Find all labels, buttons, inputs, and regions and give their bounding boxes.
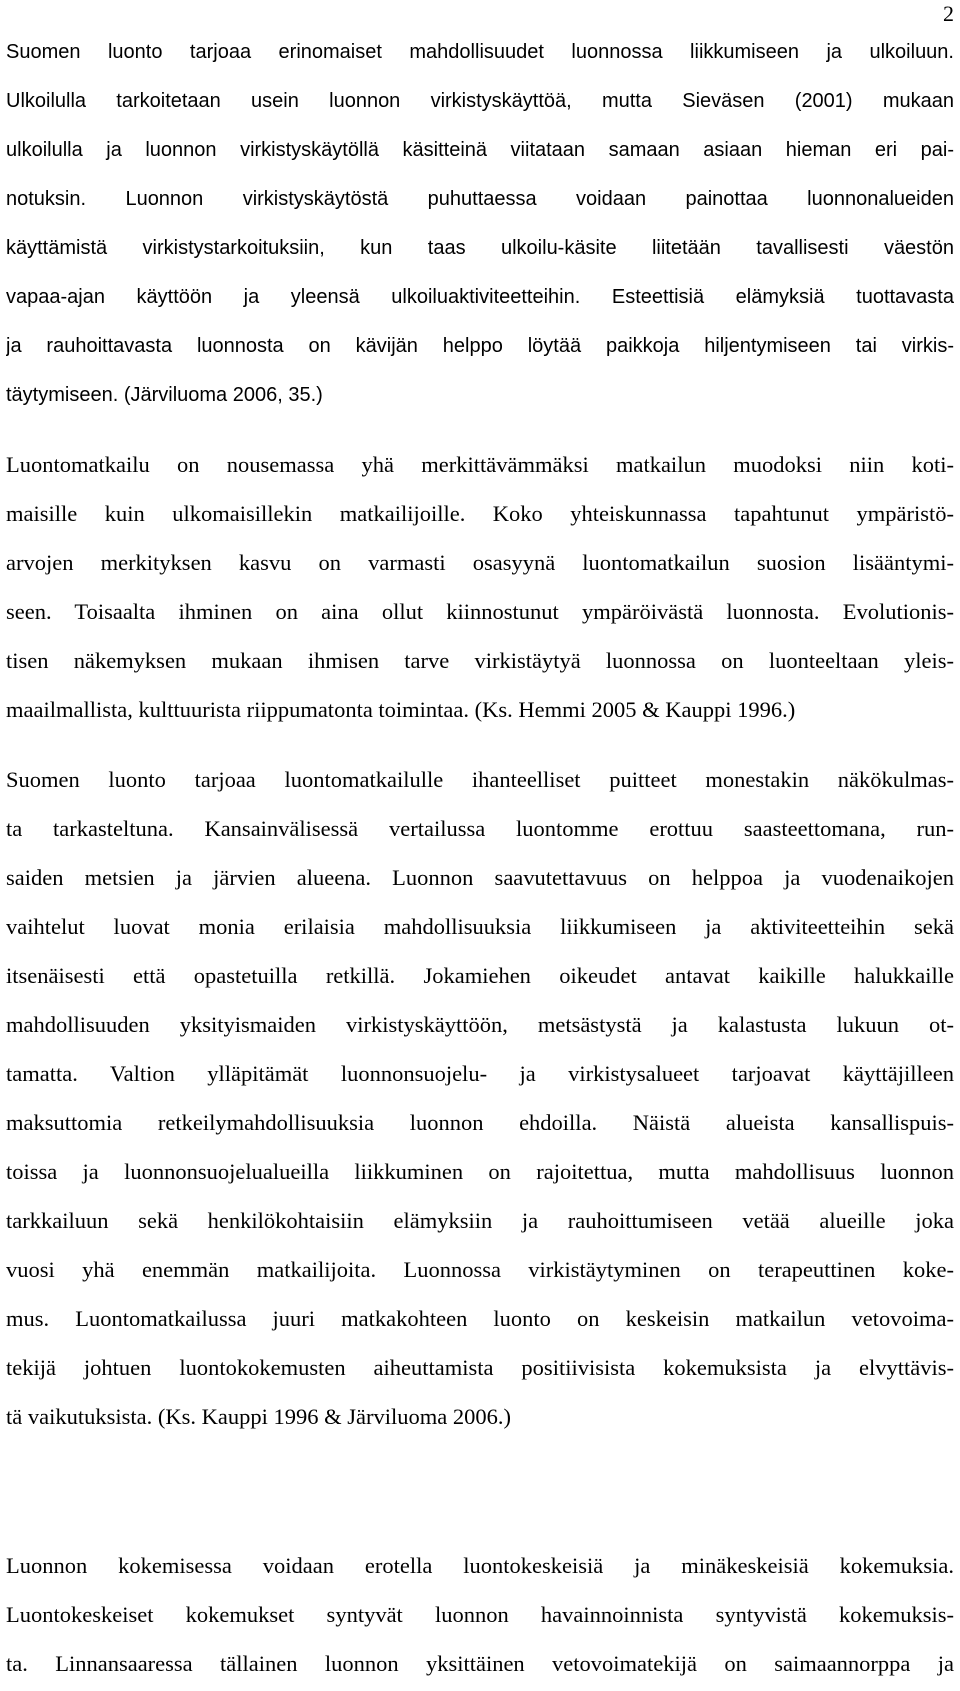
page-number: 2 <box>943 1 954 26</box>
text-line: tamatta. Valtion ylläpitämät luonnonsuojelu- ja virkistysalueet tarjoavat käyttäjilleen <box>6 1061 954 1086</box>
text-line: Luontomatkailu on nousemassa yhä merkittävämmäksi matkailun muodoksi niin koti- <box>6 452 954 477</box>
text-line: ta tarkasteltuna. Kansainvälisessä vertailussa luontomme erottuu saasteettomana, run- <box>6 816 954 841</box>
text-line: ta. Linnansaaressa tällainen luonnon yksittäinen vetovoimatekijä on saimaannorppa ja <box>6 1651 954 1676</box>
text-line: käyttämistä virkistystarkoituksiin, kun taas ulkoilu-käsite liitetään tavallisesti väestön <box>6 237 954 259</box>
text-line: seen. Toisaalta ihminen on aina ollut kiinnostunut ympäröivästä luonnosta. Evolutionis- <box>6 599 954 624</box>
text-line: notuksin. Luonnon virkistyskäytöstä puhuttaessa voidaan painottaa luonnonalueiden <box>6 188 954 210</box>
text-line: mahdollisuuden yksityismaiden virkistyskäyttöön, metsästystä ja kalastusta lukuun ot- <box>6 1012 954 1037</box>
text-line: Ulkoilulla tarkoitetaan usein luonnon virkistyskäyttöä, mutta Sieväsen (2001) mukaan <box>6 90 954 112</box>
text-line: maksuttomia retkeilymahdollisuuksia luonnon ehdoilla. Näistä alueista kansallispuis- <box>6 1110 954 1135</box>
text-line: Luontokeskeiset kokemukset syntyvät luonnon havainnoinnista syntyvistä kokemuksis- <box>6 1602 954 1627</box>
text-line: tä vaikutuksista. (Ks. Kauppi 1996 & Järviluoma 2006.) <box>6 1404 511 1429</box>
text-line: maailmallista, kulttuurista riippumatonta toimintaa. (Ks. Hemmi 2005 & Kauppi 1996.) <box>6 697 796 722</box>
text-line: ulkoilulla ja luonnon virkistyskäytöllä käsitteinä viitataan samaan asiaan hieman eri pai- <box>6 139 954 161</box>
text-line: maisille kuin ulkomaisillekin matkailijoille. Koko yhteiskunnassa tapahtunut ympäristö- <box>6 501 954 526</box>
text-line: Suomen luonto tarjoaa luontomatkailulle ihanteelliset puitteet monestakin näkökulmas- <box>6 767 954 792</box>
text-line: mus. Luontomatkailussa juuri matkakohteen luonto on keskeisin matkailun vetovoima- <box>6 1306 954 1331</box>
text-line: itsenäisesti että opastetuilla retkillä. Jokamiehen oikeudet antavat kaikille halukkaille <box>6 963 954 988</box>
text-line: tarkkailuun sekä henkilökohtaisiin elämyksiin ja rauhoittumiseen vetää alueille joka <box>6 1208 954 1233</box>
text-line: toissa ja luonnonsuojelualueilla liikkuminen on rajoitettua, mutta mahdollisuus luonnon <box>6 1159 954 1184</box>
text-line: arvojen merkityksen kasvu on varmasti osasyynä luontomatkailun suosion lisääntymi- <box>6 550 954 575</box>
text-line: Luonnon kokemisessa voidaan erotella luontokeskeisiä ja minäkeskeisiä kokemuksia. <box>6 1553 954 1578</box>
text-line: Suomen luonto tarjoaa erinomaiset mahdollisuudet luonnossa liikkumiseen ja ulkoiluun. <box>6 41 954 63</box>
text-line: saiden metsien ja järvien alueena. Luonnon saavutettavuus on helppoa ja vuodenaikojen <box>6 865 954 890</box>
text-line: vaihtelut luovat monia erilaisia mahdollisuuksia liikkumiseen ja aktiviteetteihin sekä <box>6 914 954 939</box>
text-line: vapaa-ajan käyttöön ja yleensä ulkoiluaktiviteetteihin. Esteettisiä elämyksiä tuottavasta <box>6 286 954 308</box>
text-line: tisen näkemyksen mukaan ihmisen tarve virkistäytyä luonnossa on luonteeltaan yleis- <box>6 648 954 673</box>
text-line: ja rauhoittavasta luonnosta on kävijän helppo löytää paikkoja hiljentymiseen tai virkis- <box>6 335 954 357</box>
text-line: tekijä johtuen luontokokemusten aiheuttamista positiivisista kokemuksista ja elvyttävis- <box>6 1355 954 1380</box>
text-line: vuosi yhä enemmän matkailijoita. Luonnossa virkistäytyminen on terapeuttinen koke- <box>6 1257 954 1282</box>
text-line: täytymiseen. (Järviluoma 2006, 35.) <box>6 384 323 406</box>
